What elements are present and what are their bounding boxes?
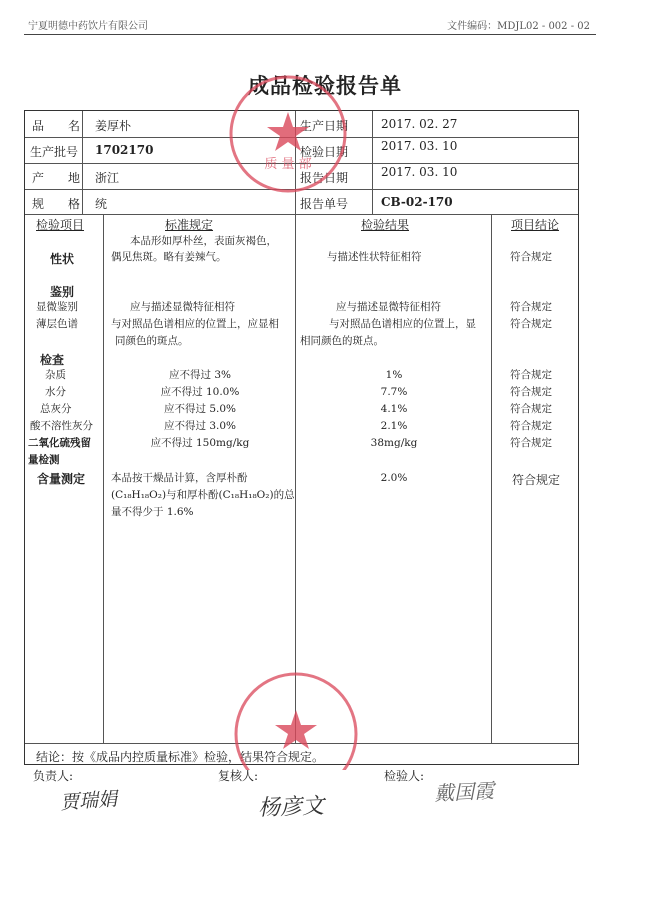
acid-ash-conclusion: 符合规定 bbox=[510, 420, 552, 432]
col-divider bbox=[103, 214, 104, 743]
inspection-date-label: 检验日期 bbox=[300, 145, 349, 159]
reviewer-label: 复核人: bbox=[218, 769, 259, 783]
report-no-label: 报告单号 bbox=[300, 197, 349, 211]
page-title: 成品检验报告单 bbox=[248, 73, 402, 98]
responsible-label: 负责人: bbox=[33, 769, 74, 783]
character-result: 与描述性状特征相符 bbox=[327, 251, 422, 263]
row-divider bbox=[25, 214, 578, 215]
impurity-label: 杂质 bbox=[45, 369, 66, 381]
product-name-value: 姜厚朴 bbox=[95, 119, 132, 133]
so2-label-line1: 二氧化硫残留 bbox=[28, 437, 91, 449]
production-date-value: 2017. 02. 27 bbox=[381, 117, 458, 131]
origin-label: 产 地 bbox=[32, 171, 81, 185]
tlc-result-line1: 与对照品色谱相应的位置上，显 bbox=[329, 318, 476, 330]
ash-conclusion: 符合规定 bbox=[510, 403, 552, 415]
impurity-conclusion: 符合规定 bbox=[510, 369, 552, 381]
tlc-label: 薄层色谱 bbox=[36, 318, 78, 330]
micro-result: 应与描述显微特征相符 bbox=[336, 301, 441, 313]
so2-std: 应不得过 150mg/kg bbox=[150, 437, 250, 449]
tlc-std-line1: 与对照品色谱相应的位置上，应显相 bbox=[111, 318, 279, 330]
so2-result: 38mg/kg bbox=[370, 437, 418, 449]
quality-dept-stamp bbox=[226, 72, 350, 196]
spec-value: 统 bbox=[95, 197, 108, 211]
assay-result: 2.0% bbox=[380, 472, 408, 484]
responsible-signature: 贾瑞娟 bbox=[59, 788, 118, 814]
impurity-result: 1% bbox=[385, 369, 403, 381]
ash-label: 总灰分 bbox=[40, 403, 72, 415]
acid-ash-std: 应不得过 3.0% bbox=[163, 420, 236, 432]
report-date-label: 报告日期 bbox=[300, 171, 349, 185]
production-date-label: 生产日期 bbox=[300, 119, 349, 133]
acid-ash-result: 2.1% bbox=[380, 420, 408, 432]
micro-label: 显微鉴别 bbox=[36, 301, 78, 313]
character-std-line1: 本品形如厚朴丝，表面灰褐色， bbox=[130, 235, 277, 247]
tlc-std-line2: 同颜色的斑点。 bbox=[115, 335, 189, 347]
identification-label: 鉴别 bbox=[50, 285, 75, 299]
col-header-result: 检验结果 bbox=[361, 218, 410, 232]
inspection-date-value: 2017. 03. 10 bbox=[381, 139, 458, 153]
product-name-label: 品 名 bbox=[32, 119, 81, 133]
header-divider bbox=[24, 34, 596, 35]
character-label: 性状 bbox=[50, 252, 75, 266]
quality-seal-stamp bbox=[230, 670, 362, 770]
document-code: 文件编码：MDJL02 - 002 - 02 bbox=[447, 21, 590, 32]
batch-value: 1702170 bbox=[95, 143, 154, 157]
assay-label: 含量测定 bbox=[37, 472, 86, 486]
col-divider bbox=[82, 111, 83, 214]
moisture-result: 7.7% bbox=[380, 386, 408, 398]
inspector-label: 检验人: bbox=[384, 769, 425, 783]
batch-label: 生产批号 bbox=[30, 145, 79, 159]
ash-result: 4.1% bbox=[380, 403, 408, 415]
ash-std: 应不得过 5.0% bbox=[163, 403, 236, 415]
svg-text:质 量 部: 质 量 部 bbox=[264, 157, 312, 172]
col-header-item: 检验项目 bbox=[36, 218, 85, 232]
character-std-line2: 偶见焦斑。略有姜辣气。 bbox=[111, 251, 227, 263]
inspector-signature: 戴国霞 bbox=[433, 778, 495, 806]
origin-value: 浙江 bbox=[95, 171, 120, 185]
assay-conclusion: 符合规定 bbox=[512, 473, 561, 487]
acid-ash-label: 酸不溶性灰分 bbox=[30, 420, 93, 432]
report-date-value: 2017. 03. 10 bbox=[381, 165, 458, 179]
micro-conclusion: 符合规定 bbox=[510, 301, 552, 313]
assay-std-line3: 量不得少于 1.6% bbox=[111, 506, 194, 518]
so2-label-line2: 量检测 bbox=[28, 454, 60, 466]
report-no-value: CB-02-170 bbox=[381, 195, 453, 209]
tlc-result-line2: 相同颜色的斑点。 bbox=[300, 335, 384, 347]
reviewer-signature: 杨彦文 bbox=[257, 793, 325, 822]
tlc-conclusion: 符合规定 bbox=[510, 318, 552, 330]
micro-std: 应与描述显微特征相符 bbox=[130, 301, 235, 313]
moisture-label: 水分 bbox=[45, 386, 66, 398]
impurity-std: 应不得过 3% bbox=[169, 369, 231, 381]
final-conclusion: 结论：按《成品内控质量标准》检验，结果符合规定。 bbox=[36, 750, 325, 764]
moisture-std: 应不得过 10.0% bbox=[160, 386, 240, 398]
assay-std-line1: 本品按干燥品计算，含厚朴酚 bbox=[111, 472, 248, 484]
company-name: 宁夏明德中药饮片有限公司 bbox=[28, 21, 148, 32]
col-header-conclusion: 项目结论 bbox=[511, 218, 560, 232]
col-header-standard: 标准规定 bbox=[165, 218, 214, 232]
moisture-conclusion: 符合规定 bbox=[510, 386, 552, 398]
check-label: 检查 bbox=[40, 353, 65, 367]
spec-label: 规 格 bbox=[32, 197, 81, 211]
col-divider bbox=[372, 111, 373, 214]
assay-std-line2: (C₁₈H₁₈O₂)与和厚朴酚(C₁₈H₁₈O₂)的总 bbox=[111, 489, 295, 501]
so2-conclusion: 符合规定 bbox=[510, 437, 552, 449]
character-conclusion: 符合规定 bbox=[510, 251, 552, 263]
